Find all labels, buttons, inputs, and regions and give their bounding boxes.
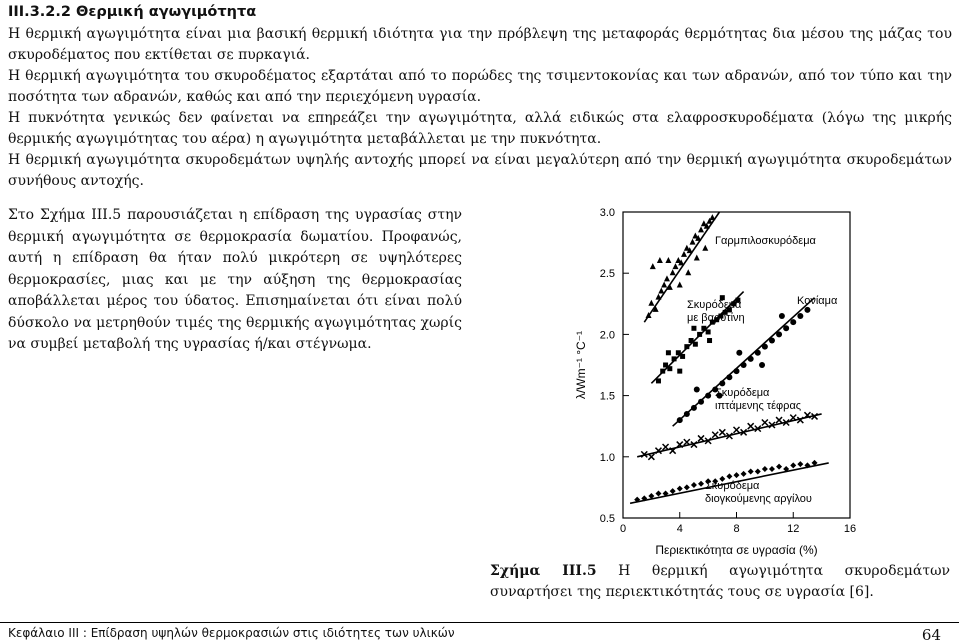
caption-text: Η θερμική αγωγιμότητα σκυροδεμάτων συναρτήσει της περιεκτικότητάς τους σε υγρασία [6].: [490, 563, 950, 600]
data-point: [748, 468, 754, 474]
data-point: [650, 263, 656, 269]
data-point: [776, 417, 782, 423]
data-point: [684, 439, 690, 445]
series-label: Σκυρόδεμα με βαρυτίνη: [687, 299, 745, 324]
data-point: [755, 350, 761, 356]
data-point: [797, 461, 803, 467]
data-point: [677, 369, 682, 374]
caption-label: Σχήμα ΙΙΙ.5: [490, 563, 597, 579]
data-point: [694, 255, 700, 261]
data-point: [762, 466, 768, 472]
data-point: [664, 275, 670, 281]
paragraph-1: Η θερμική αγωγιμότητα είναι μια βασική θερμική ιδιότητα για την πρόβλεψη της μεταφοράς θερμότητας δια μέσου της μάζας του σκυροδέματος που εκτίθεται σε πυρκαγιά.: [8, 26, 952, 63]
data-point: [691, 482, 697, 488]
paragraph-4: Η θερμική αγωγιμότητα σκυροδεμάτων υψηλής αντοχής μπορεί να είναι μεγαλύτερη από την θερμική αγωγιμότητα σκυροδεμάτων συνήθους αντοχής.: [8, 152, 952, 189]
data-point: [677, 281, 683, 287]
x-tick-label: 16: [843, 523, 857, 535]
data-point: [670, 269, 676, 275]
paragraph-3: Η πυκνότητα γενικώς δεν φαίνεται να επηρεάζει την αγωγιμότητα, αλλά ειδικώς στα ελαφροσκυροδέματα (λόγω της μικρής θερμικής αγωγιμότητας του αέρα) η αγωγιμότητα μεταβάλλεται με την πυκνότητα.: [8, 110, 952, 147]
data-point: [657, 257, 663, 263]
data-point: [660, 369, 665, 374]
data-point: [663, 444, 669, 450]
data-point: [741, 362, 747, 368]
data-point: [734, 427, 740, 433]
data-point: [672, 263, 678, 269]
data-point: [698, 226, 704, 232]
series-label: Σκυρόδεμα ιπτάμενης τέφρας: [715, 387, 802, 412]
data-point: [706, 329, 711, 334]
x-axis-label: Περιεκτικότητα σε υγρασία (%): [655, 543, 818, 557]
data-point: [684, 484, 690, 490]
data-point: [666, 350, 671, 355]
x-tick-label: 8: [733, 523, 740, 535]
data-point: [698, 399, 704, 405]
data-point: [762, 420, 768, 426]
data-point: [684, 411, 690, 417]
data-point: [655, 491, 661, 497]
data-point: [658, 288, 664, 294]
data-point: [656, 378, 661, 383]
data-point: [741, 471, 747, 477]
data-point: [701, 326, 706, 331]
y-tick-label: 0.5: [599, 513, 615, 525]
data-point: [694, 386, 700, 392]
data-point: [707, 338, 712, 343]
data-point: [804, 307, 810, 313]
data-point: [769, 466, 775, 472]
page-footer: Κεφάλαιο ΙΙΙ : Επίδραση υψηλών θερμοκρασιών στις ιδιότητες των υλικών: [8, 626, 455, 640]
page-number: 64: [921, 626, 941, 644]
data-point: [783, 325, 789, 331]
data-point: [702, 245, 708, 251]
data-point: [719, 380, 725, 386]
data-point: [698, 435, 704, 441]
data-point: [693, 342, 698, 347]
data-point: [748, 356, 754, 362]
data-point: [762, 344, 768, 350]
data-point: [691, 405, 697, 411]
data-point: [759, 362, 765, 368]
data-point: [712, 432, 718, 438]
data-point: [663, 363, 668, 368]
series-label: Κονίαμα: [797, 295, 838, 307]
data-point: [748, 423, 754, 429]
data-point: [670, 488, 676, 494]
y-axis-label: λ/Wm⁻¹ °C⁻¹: [574, 330, 588, 400]
data-point: [698, 481, 704, 487]
x-tick-label: 4: [676, 523, 683, 535]
data-point: [684, 344, 689, 349]
y-tick-label: 1.0: [599, 451, 615, 464]
data-point: [705, 393, 711, 399]
y-tick-label: 3.0: [599, 207, 615, 219]
data-point: [776, 331, 782, 337]
y-tick-label: 2.5: [599, 268, 615, 281]
data-point: [665, 257, 671, 263]
data-point: [667, 366, 672, 371]
data-point: [672, 356, 677, 361]
figure-caption: [490, 561, 950, 603]
data-point: [734, 472, 740, 478]
series-label: Γαρμπιλοσκυρόδεμα: [715, 235, 816, 247]
data-point: [709, 214, 715, 220]
data-point: [676, 350, 681, 355]
side-paragraph: Στο Σχήμα ΙΙΙ.5 παρουσιάζεται η επίδραση της υγρασίας στην θερμική αγωγιμότητα σε θερμοκρασία δωματίου. Προφανώς, αυτή η επίδραση θα ήταν πολύ μικρότερη σε υψηλότερες θερμοκρασίες, μιας και με την αύξηση της θερμοκρασίας αποβάλλεται μέρος του ύδατος. Επισημαίνεται ότι είναι πολύ δύσκολο να μετρηθούν τιμές της θερμικής αγωγιμότητας χωρίς να συμβεί μεταβολή της υγρασίας ή/και στέγνωμα.: [8, 207, 462, 352]
footer-divider: [0, 622, 959, 623]
data-point: [736, 350, 742, 356]
thermal-conductivity-chart: [565, 200, 865, 560]
data-point: [779, 313, 785, 319]
section-heading: III.3.2.2 Θερμική αγωγιμότητα: [8, 4, 257, 20]
data-point: [691, 326, 696, 331]
data-point: [690, 239, 696, 245]
data-point: [648, 300, 654, 306]
data-point: [677, 417, 683, 423]
data-point: [680, 354, 685, 359]
data-point: [655, 294, 661, 300]
data-point: [790, 462, 796, 468]
plot-frame: [623, 212, 850, 518]
series-label: Σκυρόδεμα διογκούμενης αργίλου: [705, 480, 812, 505]
paragraph-2: Η θερμική αγωγιμότητα του σκυροδέματος εξαρτάται από το πορώδες της τσιμεντοκονίας και των αδρανών, από τον τύπο και την ποσότητα των αδρανών, καθώς και από την περιεχόμενη υγρασία.: [8, 68, 952, 105]
x-tick-label: 0: [619, 523, 627, 535]
data-point: [776, 464, 782, 470]
data-point: [689, 338, 694, 343]
y-tick-label: 1.5: [599, 390, 615, 403]
data-point: [755, 468, 761, 474]
data-point: [685, 269, 691, 275]
data-point: [661, 281, 667, 287]
data-point: [697, 332, 702, 337]
data-point: [726, 473, 732, 479]
data-point: [790, 319, 796, 325]
data-point: [719, 429, 725, 435]
x-tick-label: 12: [787, 523, 800, 535]
data-point: [726, 374, 732, 380]
data-point: [734, 368, 740, 374]
data-point: [648, 454, 654, 460]
y-tick-label: 2.0: [599, 329, 615, 342]
data-point: [681, 251, 687, 257]
data-point: [797, 313, 803, 319]
data-point: [769, 338, 775, 344]
data-point: [677, 486, 683, 492]
